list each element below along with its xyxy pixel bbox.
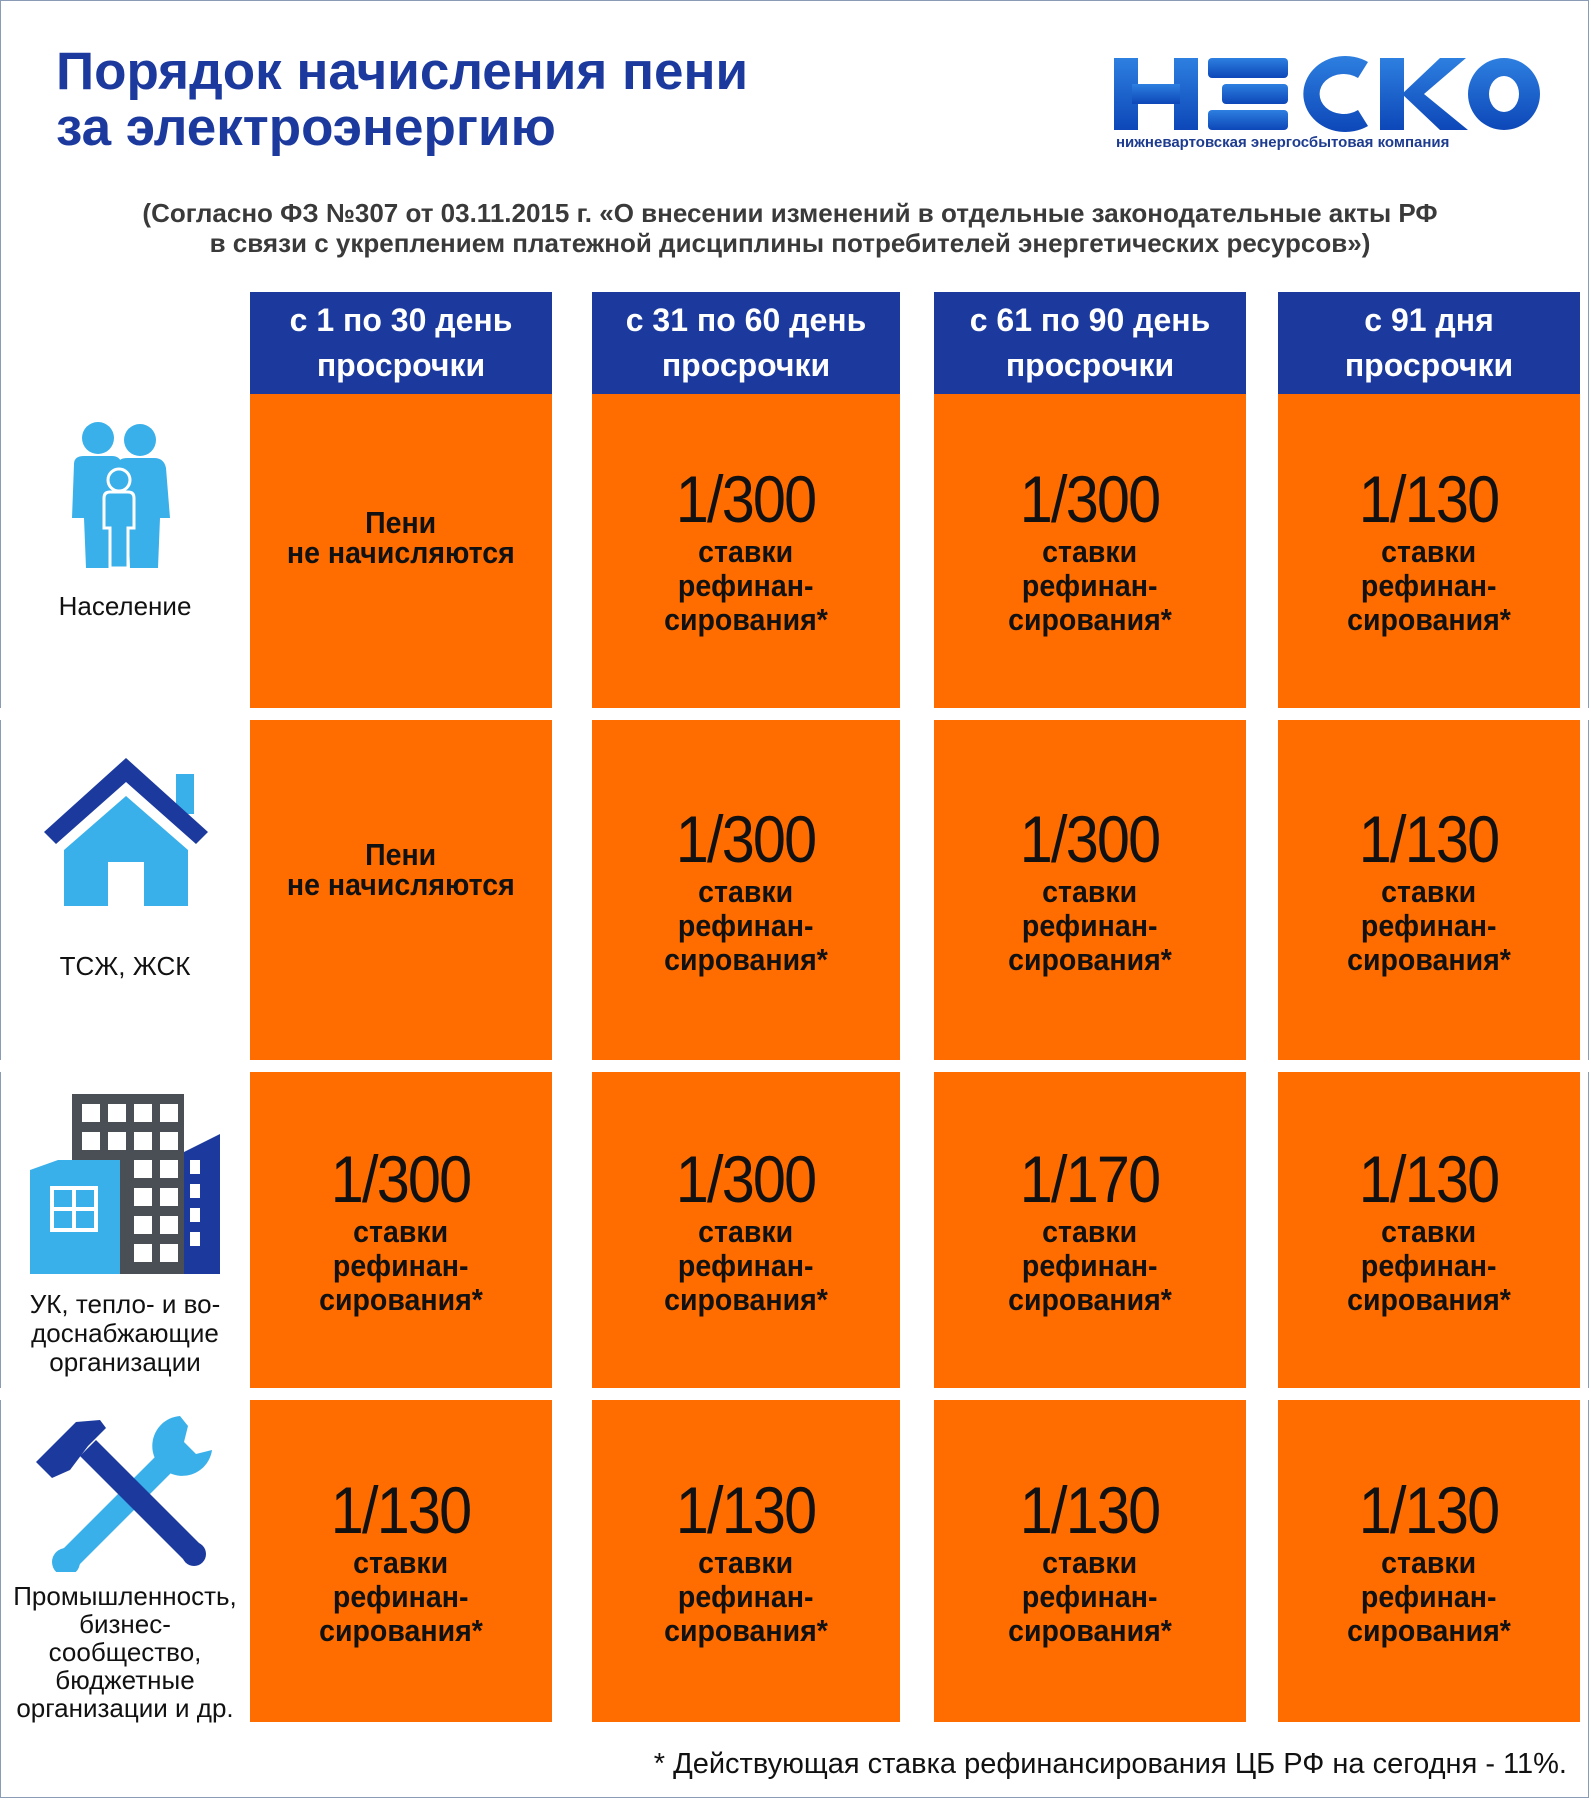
- family-icon: [66, 418, 176, 568]
- rate-label-line2: рефинан-: [333, 1579, 469, 1614]
- rate-label-line1: ставки: [698, 534, 794, 569]
- rate-label-line3: сирования*: [1008, 602, 1172, 637]
- rate-cell: [934, 392, 1246, 708]
- rate-label-line3: сирования*: [664, 1282, 828, 1317]
- no-charge-line2: не начисляются: [287, 867, 515, 902]
- rate-fraction: 1/130: [331, 1473, 471, 1547]
- rate-label-line1: ставки: [698, 874, 794, 909]
- rate-cell: [592, 392, 900, 708]
- no-charge-line1: Пени: [365, 837, 437, 872]
- rate-label-line2: рефинан-: [678, 908, 814, 943]
- rate-label-line1: ставки: [1042, 874, 1138, 909]
- rate-label-line1: ставки: [1042, 1214, 1138, 1249]
- rate-label-line2: рефинан-: [1022, 908, 1158, 943]
- rate-cell: [1278, 392, 1580, 708]
- rate-fraction: 1/130: [1359, 802, 1499, 876]
- rate-label-line3: сирования*: [1347, 602, 1511, 637]
- row-label-line: Промышленность,: [13, 1581, 237, 1611]
- rate-label-line2: рефинан-: [1361, 1248, 1497, 1283]
- buildings-icon: [30, 1094, 226, 1274]
- row-label-line: бюджетные: [55, 1665, 195, 1695]
- rate-fraction: 1/170: [1020, 1142, 1160, 1216]
- rate-cell: [592, 1400, 900, 1722]
- rate-label-line3: сирования*: [1347, 942, 1511, 977]
- rate-fraction: 1/130: [1359, 1473, 1499, 1547]
- rate-label-line2: рефинан-: [1361, 908, 1497, 943]
- column-header-1-line2: просрочки: [316, 347, 486, 383]
- house-icon: [36, 752, 216, 912]
- rate-label-line2: рефинан-: [1022, 1579, 1158, 1614]
- rate-label-line1: ставки: [353, 1545, 449, 1580]
- column-header-4-line2: просрочки: [1344, 347, 1514, 383]
- rate-label-line1: ставки: [698, 1214, 794, 1249]
- rate-label-line2: рефинан-: [1361, 568, 1497, 603]
- rate-label-line3: сирования*: [319, 1613, 483, 1648]
- rate-label-line2: рефинан-: [678, 568, 814, 603]
- tools-icon: [30, 1412, 220, 1572]
- row-label-utilities: [0, 1290, 250, 1377]
- row-label-line: сообщество,: [48, 1637, 202, 1667]
- row-label-line: доснабжающие: [31, 1318, 219, 1348]
- rate-cell: [1278, 1072, 1580, 1388]
- rate-cell: [250, 720, 552, 1060]
- rate-cell: [934, 720, 1246, 1060]
- footnote: * Действующая ставка рефинансирования ЦБ РФ на сегодня - 11%.: [653, 1748, 1567, 1780]
- subtitle: [40, 198, 1540, 258]
- title-line-2: за электроэнергию: [56, 98, 556, 157]
- rate-cell: [250, 1400, 552, 1722]
- row-label-line: УК, тепло- и во-: [29, 1289, 221, 1319]
- no-charge-line1: Пени: [365, 505, 437, 540]
- rate-cell: [592, 1072, 900, 1388]
- title-line-1: Порядок начисления пени: [56, 42, 749, 101]
- rate-label-line1: ставки: [1381, 1214, 1477, 1249]
- column-header-3-line1: с 61 по 90 день: [969, 302, 1211, 338]
- row-label-population: [0, 592, 250, 621]
- rate-fraction: 1/300: [676, 462, 816, 536]
- row-label-line: бизнес-: [79, 1609, 171, 1639]
- rate-cell: [1278, 1400, 1580, 1722]
- column-header-4-line1: с 91 дня: [1364, 302, 1494, 338]
- rate-fraction: 1/130: [1359, 1142, 1499, 1216]
- column-header-2: [592, 292, 900, 394]
- no-charge-line2: не начисляются: [287, 535, 515, 570]
- rate-label-line1: ставки: [1042, 1545, 1138, 1580]
- rate-label-line3: сирования*: [1008, 1613, 1172, 1648]
- rate-fraction: 1/300: [1020, 462, 1160, 536]
- column-header-4: [1278, 292, 1580, 394]
- rate-label-line3: сирования*: [319, 1282, 483, 1317]
- rate-fraction: 1/130: [1359, 462, 1499, 536]
- rate-label-line1: ставки: [1381, 1545, 1477, 1580]
- rate-label-line1: ставки: [353, 1214, 449, 1249]
- row-separator-1: [0, 708, 1591, 720]
- rate-label-line2: рефинан-: [333, 1248, 469, 1283]
- row-label-line: Население: [58, 591, 192, 621]
- rate-fraction: 1/130: [1020, 1473, 1160, 1547]
- row-separator-3: [0, 1388, 1591, 1400]
- page-title: [56, 44, 896, 156]
- rate-label-line3: сирования*: [664, 942, 828, 977]
- rate-fraction: 1/300: [676, 802, 816, 876]
- rate-fraction: 1/300: [331, 1142, 471, 1216]
- rate-label-line1: ставки: [698, 1545, 794, 1580]
- row-label-industry: [0, 1582, 250, 1722]
- subtitle-line-2: в связи с укреплением платежной дисциплины потребителей энергетических ресурсов»): [209, 228, 1371, 258]
- rate-label-line3: сирования*: [664, 602, 828, 637]
- rate-label-line2: рефинан-: [1022, 568, 1158, 603]
- rate-cell: [250, 1072, 552, 1388]
- rate-label-line2: рефинан-: [678, 1248, 814, 1283]
- column-header-2-line1: с 31 по 60 день: [625, 302, 867, 338]
- column-header-1-line1: с 1 по 30 день: [289, 302, 513, 338]
- column-header-3: [934, 292, 1246, 394]
- row-separator-2: [0, 1060, 1591, 1072]
- rate-label-line3: сирования*: [1008, 1282, 1172, 1317]
- rate-fraction: 1/130: [676, 1473, 816, 1547]
- rate-label-line2: рефинан-: [678, 1579, 814, 1614]
- rate-cell: [934, 1072, 1246, 1388]
- column-header-3-line2: просрочки: [1005, 347, 1175, 383]
- rate-label-line3: сирования*: [1008, 942, 1172, 977]
- rate-label-line2: рефинан-: [1022, 1248, 1158, 1283]
- rate-label-line3: сирования*: [1347, 1613, 1511, 1648]
- row-label-hoa: [0, 952, 250, 981]
- rate-label-line3: сирования*: [664, 1613, 828, 1648]
- row-label-line: организации и др.: [16, 1693, 234, 1723]
- logo-tagline: нижневартовская энергосбытовая компания: [1116, 134, 1450, 151]
- row-label-line: ТСЖ, ЖСК: [59, 951, 191, 981]
- rate-fraction: 1/300: [1020, 802, 1160, 876]
- rate-cell: [1278, 720, 1580, 1060]
- rate-label-line2: рефинан-: [1361, 1579, 1497, 1614]
- rate-label-line1: ставки: [1381, 874, 1477, 909]
- column-header-1: [250, 292, 552, 394]
- rate-label-line1: ставки: [1381, 534, 1477, 569]
- rate-label-line3: сирования*: [1347, 1282, 1511, 1317]
- rate-cell: [250, 392, 552, 708]
- subtitle-line-1: (Согласно ФЗ №307 от 03.11.2015 г. «О внесении изменений в отдельные законодательные акты РФ: [142, 198, 1438, 228]
- rate-label-line1: ставки: [1042, 534, 1138, 569]
- row-label-line: организации: [49, 1347, 201, 1377]
- rate-fraction: 1/300: [676, 1142, 816, 1216]
- rate-cell: [592, 720, 900, 1060]
- column-header-2-line2: просрочки: [661, 347, 831, 383]
- rate-cell: [934, 1400, 1246, 1722]
